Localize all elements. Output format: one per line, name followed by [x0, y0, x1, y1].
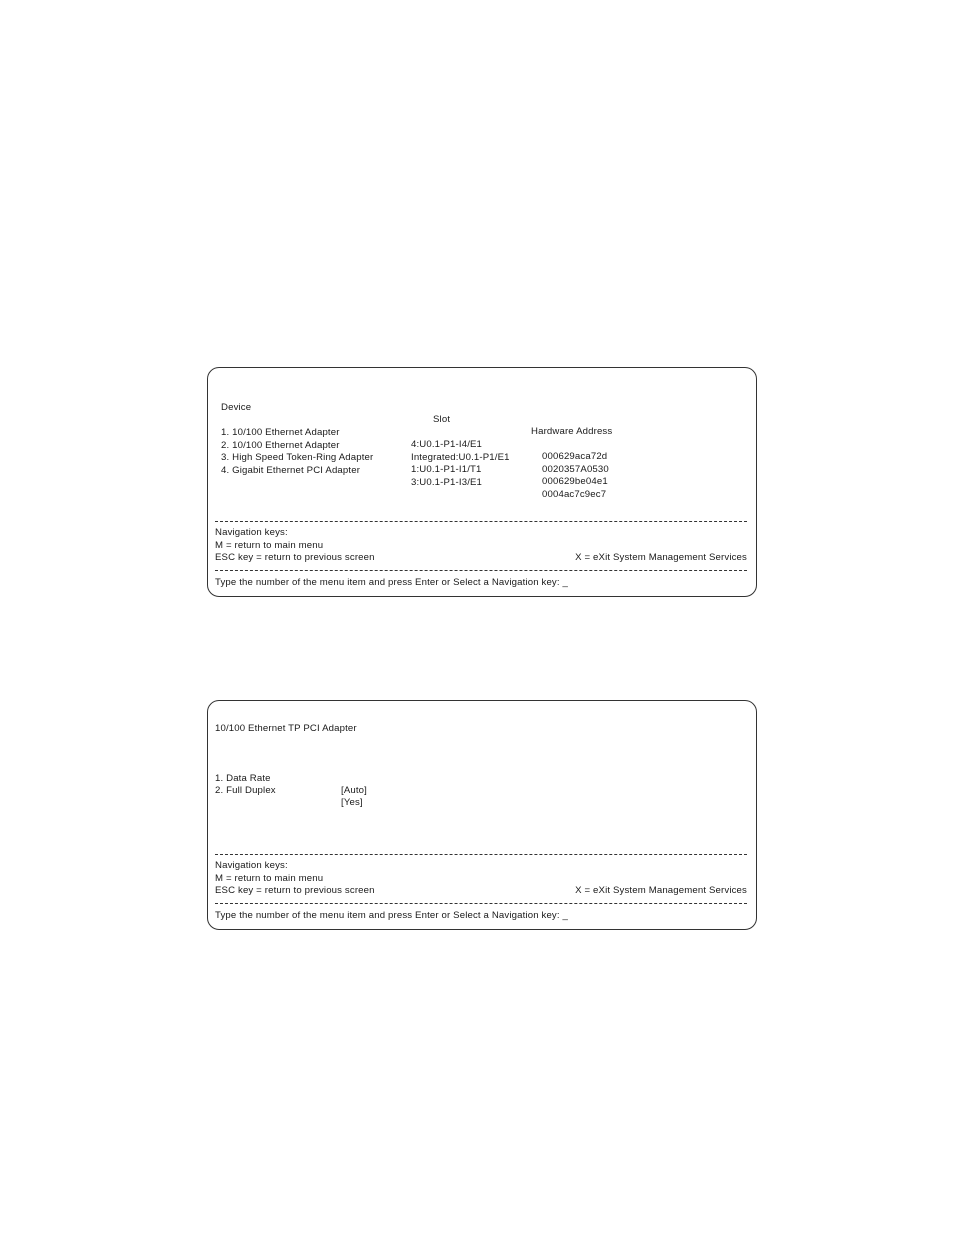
nav-keys-title: Navigation keys:: [215, 527, 288, 538]
device-address: 0020357A0530: [542, 464, 609, 475]
device-address: 000629be04e1: [542, 476, 608, 487]
device-name: 2. 10/100 Ethernet Adapter: [221, 440, 340, 451]
device-address: 000629aca72d: [542, 451, 608, 462]
device-slot: 4:U0.1-P1-I4/E1: [411, 439, 483, 450]
main-menu-key[interactable]: M = return to main menu: [215, 873, 324, 884]
esc-key[interactable]: ESC key = return to previous screen: [215, 885, 375, 896]
device-column-header: Device: [221, 402, 252, 413]
command-prompt[interactable]: Type the number of the menu item and press Enter or Select a Navigation key: _: [215, 910, 568, 921]
menu-item-value: [Yes]: [341, 797, 363, 808]
exit-key[interactable]: X = eXit System Management Services: [575, 552, 747, 563]
main-menu-key[interactable]: M = return to main menu: [215, 540, 324, 551]
divider: [215, 570, 747, 571]
device-slot: 3:U0.1-P1-I3/E1: [411, 477, 483, 488]
device-name: 3. High Speed Token-Ring Adapter: [221, 452, 374, 463]
screen-title: 10/100 Ethernet TP PCI Adapter: [215, 723, 357, 734]
command-prompt[interactable]: Type the number of the menu item and press Enter or Select a Navigation key: _: [215, 577, 568, 588]
divider: [215, 903, 747, 904]
exit-key[interactable]: X = eXit System Management Services: [575, 885, 747, 896]
divider: [215, 521, 747, 522]
slot-column-header: Slot: [433, 414, 451, 425]
device-list-screen: [207, 367, 757, 597]
hardware-address-column-header: Hardware Address: [531, 426, 613, 437]
device-slot: Integrated:U0.1-P1/E1: [411, 452, 510, 463]
menu-item-label: 1. Data Rate: [215, 773, 271, 784]
esc-key[interactable]: ESC key = return to previous screen: [215, 552, 375, 563]
device-name: 4. Gigabit Ethernet PCI Adapter: [221, 465, 361, 476]
device-slot: 1:U0.1-P1-I1/T1: [411, 464, 482, 475]
device-address: 0004ac7c9ec7: [542, 489, 607, 500]
nav-keys-title: Navigation keys:: [215, 860, 288, 871]
divider: [215, 854, 747, 855]
menu-item-value: [Auto]: [341, 785, 367, 796]
device-name: 1. 10/100 Ethernet Adapter: [221, 427, 340, 438]
adapter-config-screen: [207, 700, 757, 930]
menu-item-label: 2. Full Duplex: [215, 785, 276, 796]
